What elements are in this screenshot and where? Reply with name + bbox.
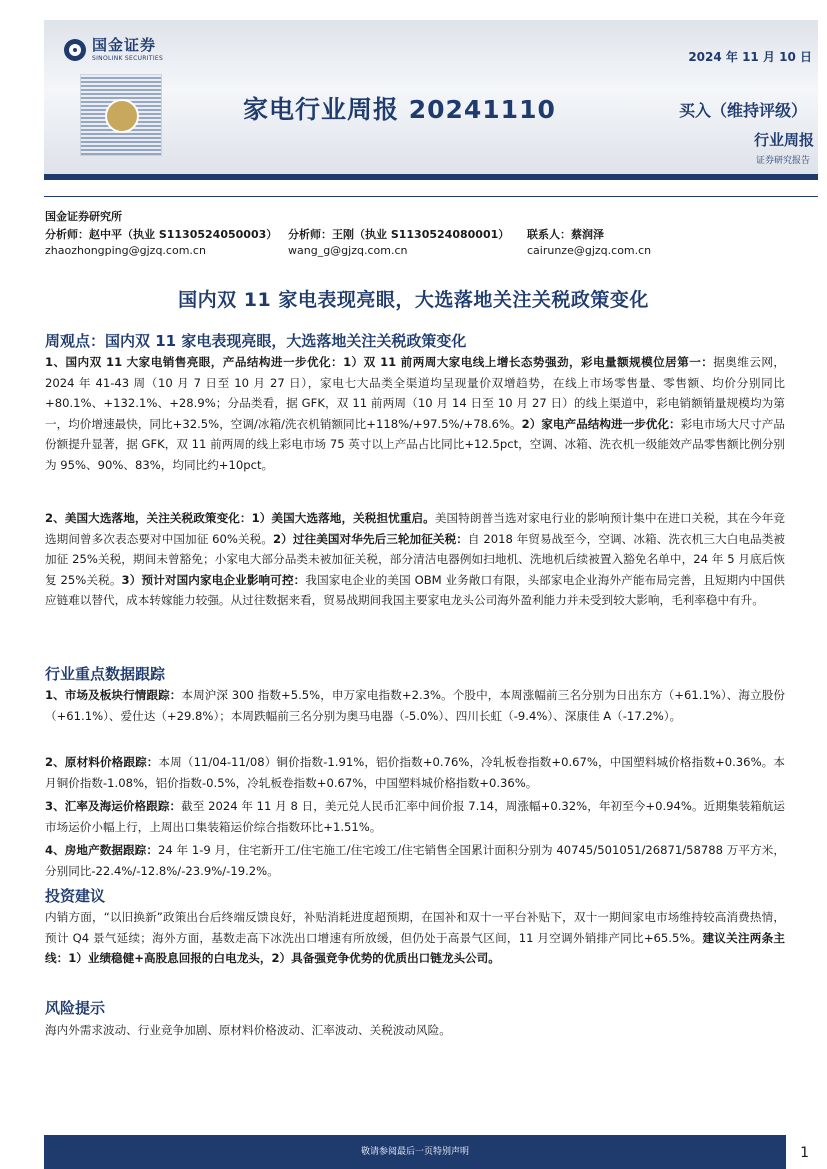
report-type: 行业周报 <box>753 131 814 149</box>
weekly-p1-lead: 1、国内双 11 大家电销售亮眼，产品结构进一步优化：1）双 11 前两周大家电线上增长态势强劲，彩电量额规模位居第一： <box>45 355 714 369</box>
logo-name-cn: 国金证券 <box>92 36 157 54</box>
contact-email[interactable]: cairunze@gjzq.com.cn <box>527 244 652 257</box>
rating-label: 买入（维持评级） <box>678 101 807 120</box>
footer-disclaimer-link[interactable]: 敬请参阅最后一页特别声明 <box>360 1147 469 1157</box>
report-subtype: 证券研究报告 <box>755 156 810 166</box>
weekly-p2-body-2: 自 2018 年贸易战至今，空调、冰箱、洗衣机三大白电品类被加征 25%关税，期间未曾豁免；小家电大部分品类未被加征关税，部分清洁电器例如扫地机、洗地机后续被置入豁免名单中，24 年 5 月底后恢复 25%关税。 <box>45 531 785 587</box>
tracking-item-4 <box>45 840 785 881</box>
analyst-1-email[interactable]: zhaozhongping@gjzq.com.cn <box>45 244 206 257</box>
section-risk-heading: 风险提示 <box>45 999 106 1017</box>
report-title: 家电行业周报 20241110 <box>243 95 556 124</box>
section-weekly-heading: 周观点：国内双 11 家电表现亮眼，大选落地关注关税政策变化 <box>45 332 467 350</box>
section-tracking-heading: 行业重点数据跟踪 <box>45 665 166 683</box>
weekly-paragraph-2 <box>45 508 785 611</box>
weekly-p2-lead: 2、美国大选落地，关注关税政策变化：1）美国大选落地，关税担忧重启。 <box>45 511 435 525</box>
qr-badge-icon <box>105 99 139 133</box>
tracking-2-lead: 2、原材料价格跟踪： <box>45 755 159 769</box>
page-number: 1 <box>800 1145 809 1161</box>
main-title: 国内双 11 家电表现亮眼，大选落地关注关税政策变化 <box>178 289 649 311</box>
tracking-4-body: 24 年 1-9 月，住宅新开工/住宅施工/住宅竣工/住宅销售全国累计面积分别为 40745/501051/26871/58788 万平方米，分别同比-22.4%/-12.8%/-23.9%/-19.2%。 <box>45 843 785 878</box>
invest-body: 内销方面，“以旧换新”政策出台后终端反馈良好，补贴消耗进度超预期，在国补和双十一平台补贴下，双十一期间家电市场维持较高消费热情，预计 Q4 景气延续；海外方面，基数走高下冰洗出口增速有所放缓，但仍处于高景气区间，11 月空调外销排产同比+65.5%。 <box>45 910 785 945</box>
section-invest-heading: 投资建议 <box>45 887 106 905</box>
logo-name-en: SINOLINK SECURITIES <box>92 55 164 62</box>
invest-paragraph <box>45 907 785 969</box>
analyst-2-email[interactable]: wang_g@gjzq.com.cn <box>288 244 408 257</box>
tracking-1-body: 本周沪深 300 指数+5.5%，申万家电指数+2.3%。个股中，本周涨幅前三名分别为日出东方（+61.1%）、海立股份（+61.1%）、爱仕达（+29.8%）；本周跌幅前三名分别为奥马电器（-5.0%）、四川长虹（-9.4%）、深康佳 A（-17.2%）。 <box>45 688 785 723</box>
weekly-p2-lead-2: 2）过往美国对华先后三轮加征关税： <box>273 531 468 546</box>
tracking-3-lead: 3、汇率及海运价格跟踪： <box>45 799 182 813</box>
institute-name: 国金证券研究所 <box>45 210 122 223</box>
tracking-item-1 <box>45 685 785 726</box>
tracking-item-3 <box>45 796 785 837</box>
tracking-3-body: 截至 2024 年 11 月 8 日，美元兑人民币汇率中间价报 7.14，周涨幅+0.32%，年初至今+0.94%。近期集装箱航运市场运价小幅上行，上周出口集装箱运价综合指数环比+1.51%。 <box>45 799 785 834</box>
weekly-p1-body-2: 彩电市场大尺寸产品份额提升显著，据 GFK，双 11 前两周的线上彩电市场 75 英寸以上产品占比同比+12.5pct，空调、冰箱、洗衣机一级能效产品零售额比例分别为 95%、90%、83%，均同比约+10pct。 <box>45 416 785 472</box>
tracking-2-body: 本周（11/04-11/08）铜价指数-1.91%，铝价指数+0.76%，冷轧板卷指数+0.67%，中国塑料城价格指数+0.36%。本月铜价指数-1.08%，铝价指数-0.5%，冷轧板卷指数+0.67%，中国塑料城价格指数+0.36%。 <box>45 755 785 790</box>
analyst-1: 分析师：赵中平（执业 S1130524050003） <box>45 228 278 241</box>
invest-recommendation: 建议关注两条主线：1）业绩稳健+高股息回报的白电龙头，2）具备强竞争优势的优质出口链龙头公司。 <box>45 930 785 965</box>
weekly-p2-body-3: 我国家电企业的美国 OBM 业务敞口有限，头部家电企业海外产能布局完善，且短期内中国供应链难以替代，成本转嫁能力较强。从过往数据来看，贸易战期间我国主要家电龙头公司海外盈利能力并未受到较大影响，毛利率稳中有升。 <box>45 572 785 607</box>
weekly-p1-lead-2: 2）家电产品结构进一步优化： <box>521 416 681 431</box>
weekly-p1-body: 据奥维云网，2024 年 41-43 周（10 月 7 日至 10 月 27 日），家电七大品类全渠道均呈现量价双增趋势，在线上市场零售量、零售额、均价分别同比+80.1%、+132.1%、+28.9%；分品类看，据 GFK，双 11 前两周（10 月 14 日至 10 月 27 日）的线上渠道中，彩电销额销量规模均为第一，均价增速最快，同比+32.5%，空调/冰箱/洗衣机销额同比+118%/+97.5%/+78.6%。 <box>45 355 785 431</box>
company-logo <box>64 38 163 62</box>
logo-icon <box>64 39 86 61</box>
weekly-p2-lead-3: 3）预计对国内家电企业影响可控： <box>121 572 306 587</box>
report-date: 2024 年 11 月 10 日 <box>688 50 812 64</box>
tracking-item-2 <box>45 752 785 793</box>
tracking-4-lead: 4、房地产数据跟踪： <box>45 843 158 857</box>
risk-paragraph: 海内外需求波动、行业竞争加剧、原材料价格波动、汇率波动、关税波动风险。 <box>45 1023 451 1037</box>
tracking-1-lead: 1、市场及板块行情跟踪： <box>45 688 182 702</box>
analyst-2: 分析师：王刚（执业 S1130524080001） <box>288 228 510 241</box>
contact-person: 联系人：蔡润泽 <box>527 228 604 241</box>
weekly-paragraph-1 <box>45 352 785 475</box>
weekly-p2-body: 美国特朗普当选对家电行业的影响预计集中在进口关税，其在今年竞选期间曾多次表态要对中国加征 60%关税。 <box>45 511 785 546</box>
header-divider <box>44 196 818 197</box>
